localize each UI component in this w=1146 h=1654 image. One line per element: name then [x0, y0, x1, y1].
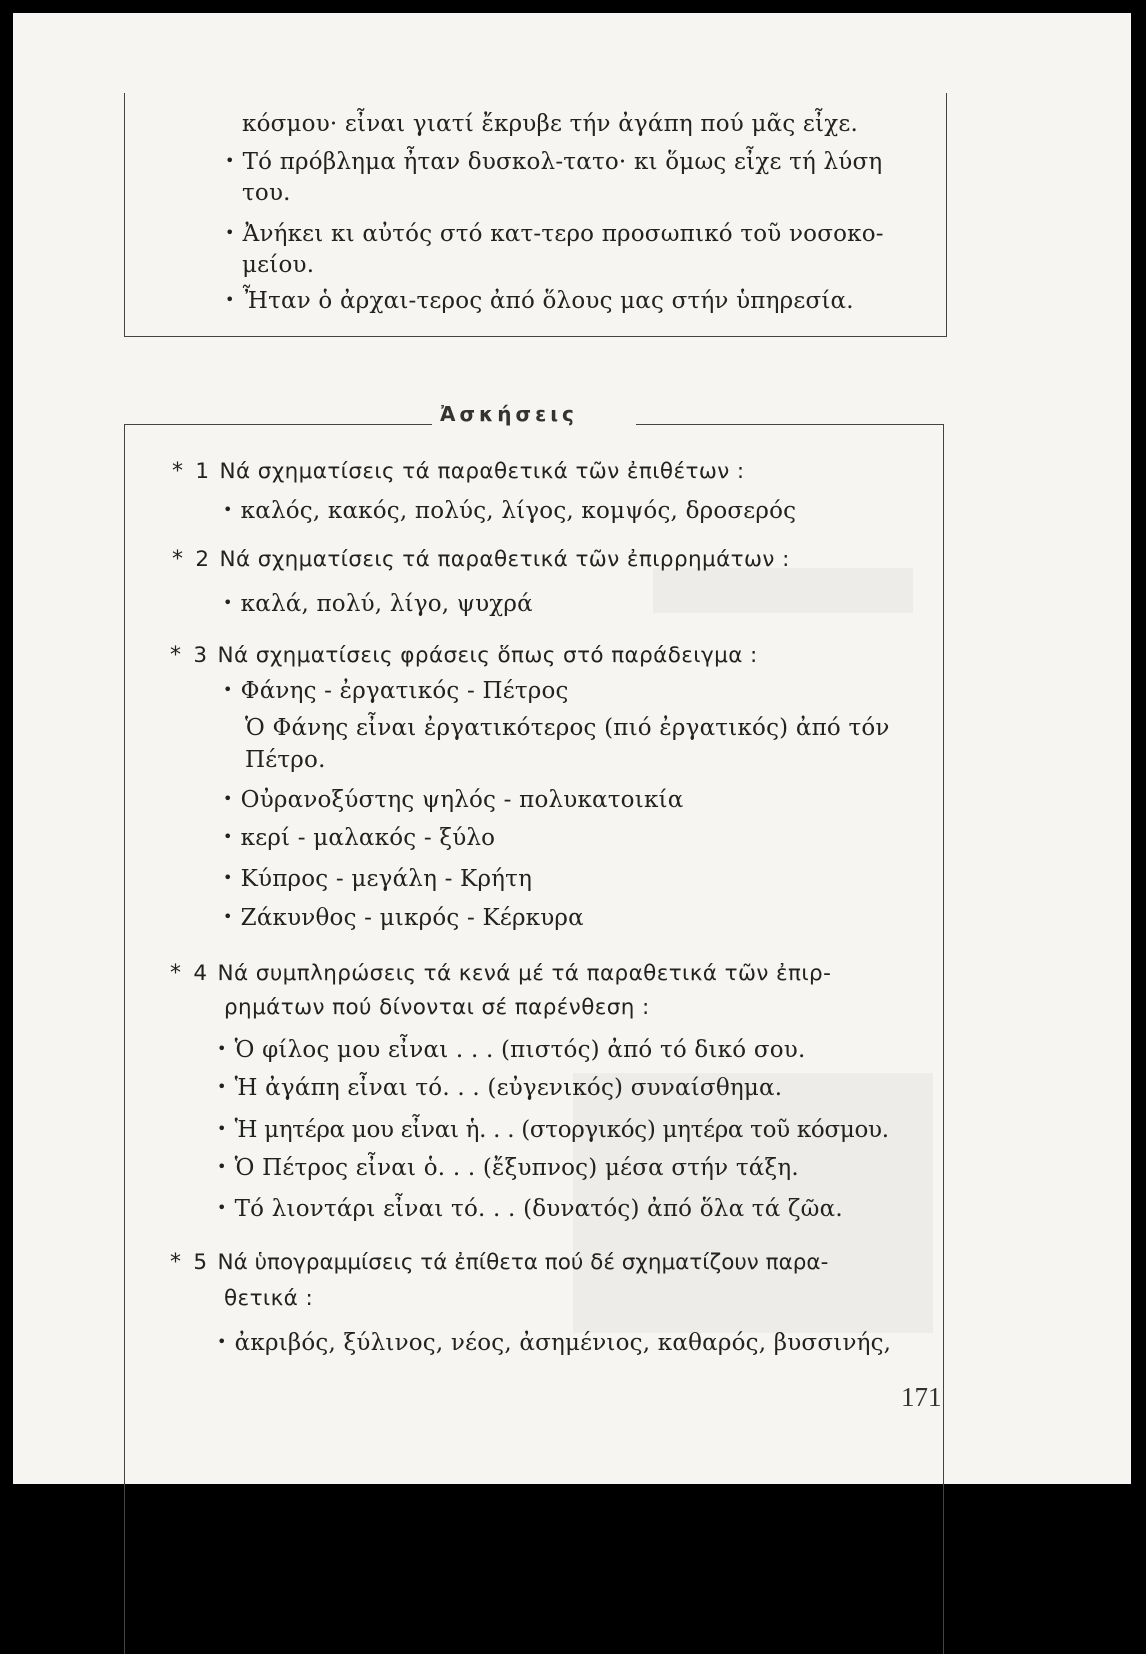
exercises-frame-top-left [124, 424, 432, 425]
exercise-1-number: 1 [195, 459, 210, 484]
exercise-3-heading [170, 643, 758, 668]
exercise-3-answer-1: Ὁ Φάνης εἶναι ἐργατικότερος (πιό ἐργατικός) ἀπό τόν [245, 715, 890, 741]
star-icon: * [170, 961, 182, 986]
exercise-4-item-text: Τό λιοντάρι εἶναι τό. . . (δυνατός) ἀπό ὅλα τά ζῶα. [234, 1196, 843, 1222]
exercise-2-item [223, 591, 533, 617]
top-line-1: κόσμου· εἶναι γιατί ἔκρυβε τήν ἀγάπη πού μᾶς εἶχε. [242, 111, 859, 137]
top-bullet-1 [225, 149, 882, 175]
exercise-4-item [217, 1155, 799, 1181]
top-line-5: μείου. [242, 252, 315, 278]
bullet-icon: • [223, 593, 233, 612]
exercise-4-item-text: Ἡ μητέρα μου εἶναι ἡ. . . (στοργικός) μητέρα τοῦ κόσμου. [234, 1117, 889, 1143]
exercises-frame-top-right [636, 424, 944, 425]
bullet-icon: • [225, 223, 235, 242]
exercise-3-example [223, 678, 569, 704]
bullet-icon: • [217, 1119, 227, 1138]
bleed-through-block [653, 568, 913, 613]
exercise-4-item-text: Ὁ φίλος μου εἶναι . . . (πιστός) ἀπό τό δικό σου. [234, 1037, 806, 1063]
exercise-3-item [223, 825, 495, 851]
exercise-3-example-text: Φάνης - ἐργατικός - Πέτρος [240, 678, 569, 704]
exercise-2-text: Νά σχηματίσεις τά παραθετικά τῶν ἐπιρρημάτων : [219, 547, 790, 572]
exercise-3-item-text: Κύπρος - μεγάλη - Κρήτη [240, 866, 533, 892]
exercise-3-item-text: κερί - μαλακός - ξύλο [240, 825, 496, 851]
exercise-2-number: 2 [195, 547, 210, 572]
exercise-1-item [223, 498, 796, 524]
exercise-4-item [217, 1075, 782, 1101]
bullet-icon: • [217, 1039, 227, 1058]
exercise-4-item-text: Ὁ Πέτρος εἶναι ὁ. . . (ἔξυπνος) μέσα στήν τάξη. [234, 1155, 799, 1181]
exercise-3-item [223, 787, 683, 813]
exercise-2-heading [172, 547, 790, 572]
top-line-6: Ἦταν ὁ ἀρχαι-τερος ἀπό ὅλους μας στήν ὑπηρεσία. [242, 288, 854, 314]
star-icon: * [170, 1250, 182, 1275]
bullet-icon: • [223, 789, 233, 808]
bullet-icon: • [217, 1077, 227, 1096]
bullet-icon: • [217, 1198, 227, 1217]
exercise-4-item [217, 1037, 805, 1063]
exercise-3-text: Νά σχηματίσεις φράσεις ὅπως στό παράδειγμα : [217, 643, 758, 668]
top-line-4: Ἀνήκει κι αὐτός στό κατ-τερο προσωπικό τοῦ νοσοκο- [242, 221, 884, 247]
exercise-4-text-1: Νά συμπληρώσεις τά κενά μέ τά παραθετικά τῶν ἐπιρ- [217, 961, 832, 986]
star-icon: * [172, 547, 184, 572]
exercise-3-item [223, 905, 584, 931]
exercise-5-number: 5 [193, 1250, 208, 1275]
exercise-4-item [217, 1117, 889, 1143]
exercise-5-item-text: ἀκριβός, ξύλινος, νέος, ἀσημένιος, καθαρός, βυσσινής, [234, 1330, 892, 1356]
bullet-icon: • [223, 680, 233, 699]
exercises-frame-left [124, 424, 125, 1654]
star-icon: * [172, 459, 184, 484]
exercise-5-heading [170, 1250, 828, 1275]
exercise-3-item [223, 866, 532, 892]
exercise-4-number: 4 [193, 961, 208, 986]
bullet-icon: • [223, 868, 233, 887]
bullet-icon: • [217, 1157, 227, 1176]
page-number: 171 [901, 1382, 942, 1412]
exercise-5-text-2: θετικά : [224, 1286, 314, 1311]
exercise-5-text-1: Νά ὑπογραμμίσεις τά ἐπίθετα πού δέ σχηματίζουν παρα- [217, 1250, 829, 1275]
exercise-4-text-2: ρημάτων πού δίνονται σέ παρένθεση : [224, 995, 650, 1020]
exercise-3-item-text: Ζάκυνθος - μικρός - Κέρκυρα [240, 905, 584, 931]
exercise-4-item-text: Ἡ ἀγάπη εἶναι τό. . . (εὐγενικός) συναίσθημα. [234, 1075, 783, 1101]
exercise-5-item [217, 1330, 891, 1356]
exercise-1-text: Νά σχηματίσεις τά παραθετικά τῶν ἐπιθέτων : [219, 459, 745, 484]
exercise-1-heading [172, 459, 745, 484]
top-line-3: του. [242, 180, 291, 206]
bullet-icon: • [223, 907, 233, 926]
star-icon: * [170, 643, 182, 668]
bullet-icon: • [225, 151, 235, 170]
bullet-icon: • [223, 827, 233, 846]
exercise-4-heading [170, 961, 831, 986]
bullet-icon: • [223, 500, 233, 519]
exercise-3-number: 3 [193, 643, 208, 668]
bullet-icon: • [225, 290, 235, 309]
exercise-4-item [217, 1196, 843, 1222]
bullet-icon: • [217, 1332, 227, 1351]
top-bullet-3 [225, 288, 854, 314]
exercise-1-item-text: καλός, κακός, πολύς, λίγος, κομψός, δροσερός [240, 498, 797, 524]
top-line-2: Τό πρόβλημα ἦταν δυσκολ-τατο· κι ὅμως εἶχε τή λύση [242, 149, 883, 175]
exercise-2-item-text: καλά, πολύ, λίγο, ψυχρά [240, 591, 533, 617]
exercise-3-answer-2: Πέτρο. [245, 747, 326, 773]
exercises-frame-right [943, 424, 944, 1654]
top-bullet-2 [225, 221, 884, 247]
exercise-3-item-text: Οὐρανοξύστης ψηλός - πολυκατοικία [240, 787, 684, 813]
exercises-title: Ἀσκήσεις [440, 402, 578, 426]
